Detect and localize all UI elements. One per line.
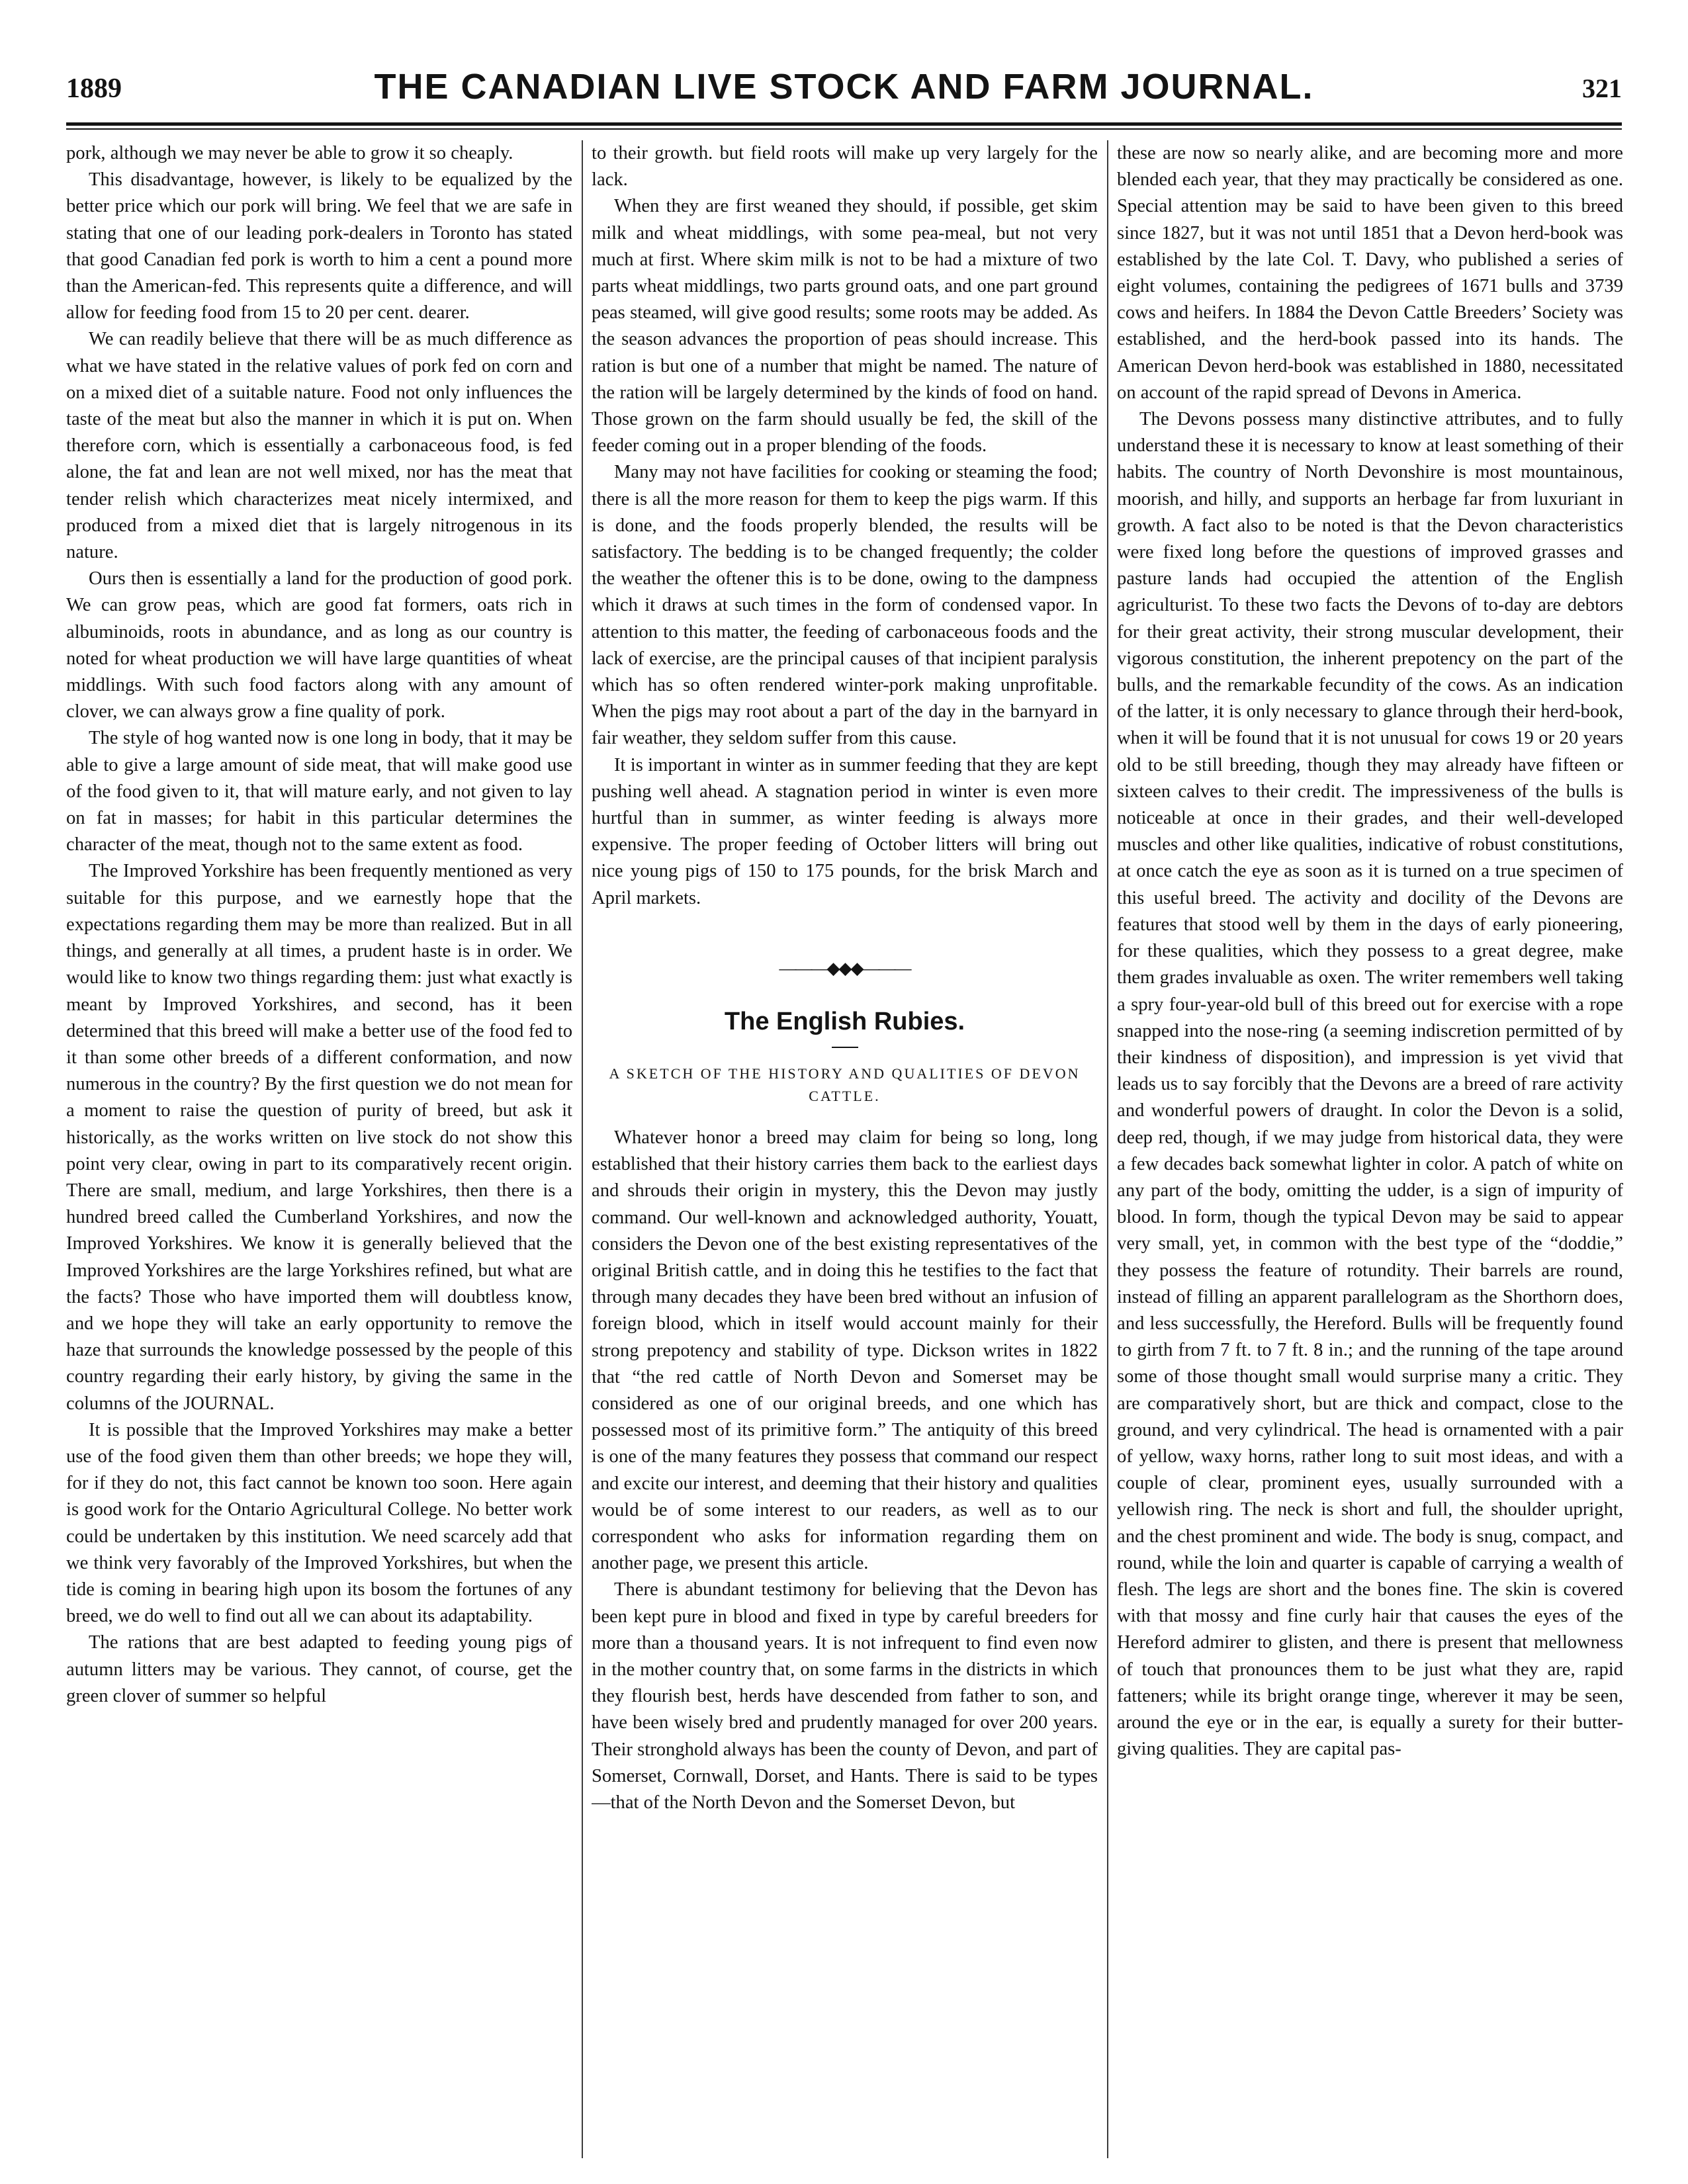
column-divider (1107, 140, 1108, 2158)
paragraph: When they are first weaned they should, if possible, get skim milk and wheat middlings, with some pea-meal, but not very much at first. Where skim milk is not to be had a mixture of two parts wheat middlings, two parts ground oats, and one part ground peas steamed, will give good results; some roots may be added. As the season advances the proportion of peas should increase. This ration is but one of a number that might be named. The nature of the ration will be largely determined by the kinds of food on hand. Those grown on the farm should usually be fed, the skill of the feeder coming out in a proper blending of the foods. (592, 196, 1098, 457)
page-header (66, 61, 1622, 120)
paragraph: The Improved Yorkshire has been frequently mentioned as very suitable for this purpose, and we earnestly hope that the expectations regarding them may be more than realized. But in all things, and generally at all times, a prudent haste is in order. We would like to know two things regarding them: just what exactly is meant by Improved Yorkshires, and second, has it been determined that this breed will make a better use of the food fed to it than some other breeds of a different conformation, and now numerous in the country? By the first question we do not mean for a moment to raise the question of purity of breed, but ask it historically, as the works written on live stock do not show this point very clear, owing in part to its comparatively recent origin. There are small, medium, and large Yorkshires, then there is a hundred breed called the Cumberland Yorkshires, and now the Improved Yorkshires. We know it is generally believed that the Improved Yorkshires are the large Yorkshires refined, but what are the facts? Those who have imported them will doubtless know, and we hope they will take an early opportunity to remove the haze that surrounds the knowledge possessed by the people of this country regarding their early history, by giving the same in the columns of the JOURNAL. (66, 861, 572, 1414)
column-divider (582, 140, 583, 2158)
journal-title: THE CANADIAN LIVE STOCK AND FARM JOURNAL. (374, 67, 1314, 107)
paragraph: Many may not have facilities for cooking or steaming the food; there is all the more reason for them to keep the pigs warm. If this is done, and the foods properly blended, the results will be satisfactory. The bedding is to be changed frequently; the colder the weather the oftener this is to be done, owing to the dampness which it draws at such times in the form of condensed vapor. In attention to this matter, the feeding of carbonaceous foods and the lack of exercise, are the principal causes of that incipient paralysis which has so often rendered winter-pork making unprofitable. When the pigs may root about a part of the day in the barnyard in fair weather, they seldom suffer from this cause. (592, 462, 1098, 749)
article-subtitle: A SKETCH OF THE HISTORY AND QUALITIES OF DEVON CATTLE. (609, 1065, 1081, 1104)
column-2 (592, 140, 1098, 2158)
header-rule-thick (66, 122, 1622, 126)
paragraph: pork, although we may never be able to grow it so cheaply. (66, 143, 513, 163)
paragraph: It is possible that the Improved Yorkshires may make a better use of the food given them than other breeds; we hope they will, for if they do not, this fact cannot be known too soon. Here again is good work for the Ontario Agricultural College. No better work could be undertaken by this institution. We need scarcely add that we think very favorably of the Improved Yorkshires, but when the tide is coming in bearing high upon its bosom the fortunes of any breed, we do well to find out all we can about its adaptability. (66, 1419, 572, 1627)
column-1 (66, 140, 572, 2158)
section-ornament: ———◆◆◆——— (779, 958, 911, 978)
header-rule-thin (66, 128, 1622, 130)
header-year: 1889 (66, 73, 122, 104)
paragraph: The rations that are best adapted to feeding young pigs of autumn litters may be various. They cannot, of course, get the green clover of summer so helpful (66, 1632, 572, 1706)
paragraph: Ours then is essentially a land for the production of good pork. We can grow peas, which are good fat formers, oats rich in albuminoids, roots in abundance, and as long as our country is noted for wheat production we will have large quantities of wheat middlings. With such food factors along with any amount of clover, we can always grow a fine quality of pork. (66, 568, 572, 722)
article-title: The English Rubies. (724, 1007, 965, 1035)
page-number: 321 (1582, 73, 1622, 103)
column-3 (1117, 140, 1623, 2158)
paragraph: to their growth. but field roots will make up very largely for the lack. (592, 143, 1098, 191)
paragraph: This disadvantage, however, is likely to be equalized by the better price which our pork will bring. We feel that we are safe in stating that one of our leading pork-dealers in Toronto has stated that good Canadian fed pork is worth to him a cent a pound more than the American-fed. This represents quite a difference, and will allow for feeding food from 15 to 20 per cent. dearer. (66, 169, 572, 324)
paragraph: these are now so nearly alike, and are becoming more and more blended each year, that they may practically be considered as one. Special attention may be said to have been given to this breed since 1827, but it was not until 1851 that a Devon herd-book was established by the late Col. T. Davy, who published a series of eight volumes, containing the pedigrees of 1671 bulls and 3739 cows and heifers. In 1884 the Devon Cattle Breeders’ Society was established, and the herd-book passed into its hands. The American Devon herd-book was established in 1880, necessitated on account of the rapid spread of Devons in America. (1117, 143, 1623, 403)
paragraph: The style of hog wanted now is one long in body, that it may be able to give a large amount of side meat, that will make good use of the food given to it, that will mature early, and not given to lay on fat in masses; for habit in this particular determines the character of the meat, though not to the same extent as food. (66, 728, 572, 855)
paragraph: We can readily believe that there will be as much difference as what we have stated in the relative values of pork fed on corn and on a mixed diet of a suitable nature. Food not only influences the taste of the meat but also the manner in which it is put on. When therefore corn, which is essentially a carbonaceous food, is fed alone, the fat and lean are not well mixed, nor has the meat that tender relish which characterizes meat nicely intermixed, and produced from a mixed diet that is largely nitrogenous in its nature. (66, 329, 572, 563)
paragraph: Whatever honor a breed may claim for being so long, long established that their history carries them back to the earliest days and shrouds their origin in mystery, this the Devon may justly command. Our well-known and acknowledged authority, Youatt, considers the Devon one of the best existing representatives of the original British cattle, and in doing this he testifies to the fact that through many decades they have been bred without an infusion of foreign blood, which in itself would account mainly for their strong prepotency and stability of type. Dickson writes in 1822 that “the red cattle of North Devon and Somerset may be considered as one of our original breeds, and one which has possessed most of its primitive form.” The antiquity of this breed is one of the many features they possess that command our respect and excite our interest, and deeming that their history and qualities would be of some interest to our readers, as well as to our correspondent who asks for information regarding them on another page, we present this article. (592, 1127, 1098, 1574)
paragraph: There is abundant testimony for believing that the Devon has been kept pure in blood and fixed in type by careful breeders for more than a thousand years. It is not infrequent to find even now in the mother country that, on some farms in the districts in which they flourish best, herds have descended from father to son, and have been wisely bred and prudently managed for over 200 years. Their stronghold always has been the county of Devon, and part of Somerset, Cornwall, Dorset, and Hants. There is said to be types—that of the North Devon and the Somerset Devon, but (592, 1579, 1098, 1813)
paragraph: It is important in winter as in summer feeding that they are kept pushing well ahead. A stagnation period in winter is even more hurtful than in summer, as winter feeding is always more expensive. The proper feeding of October litters will bring out nice young pigs of 150 to 175 pounds, for the brisk March and April markets. (592, 754, 1098, 908)
title-dash (832, 1047, 858, 1048)
paragraph: The Devons possess many distinctive attributes, and to fully understand these it is necessary to know at least something of their habits. The country of North Devonshire is most mountainous, moorish, and hilly, and supports an herbage far from luxuriant in growth. A fact also to be noted is that the Devon characteristics were fixed long before the questions of improved grasses and pasture lands had occupied the attention of the English agriculturist. To these two facts the Devons of to-day are debtors for their great activity, their strong muscular development, their vigorous constitution, the inherent prepotency on the part of the bulls, and the remarkable fecundity of the cows. As an indication of the latter, it is only necessary to glance through their herd-book, when it will be found that it is not unusual for cows 19 or 20 years old to be still breeding, though they may already have fifteen or sixteen calves to their credit. The impressiveness of the bulls is noticeable at once in their grades, and their well-developed muscles and other like qualities, indicative of robust constitutions, at once catch the eye as soon as it is turned on a true specimen of this useful breed. The activity and docility of the Devons are features that stood well by them in the days of early pioneering, for these qualities, which they possess to a great degree, make them grades invaluable as oxen. The writer remembers well taking a spry four-year-old bull of this breed out for exercise with a rope snapped into the nose-ring (a seeming indiscretion permitted of by their kindness of disposition), and impression is yet vivid that leads us to say forcibly that the Devons are a breed of rare activity and wonderful powers of draught. In color the Devon is a solid, deep red, though, if we may judge from historical data, they were a few decades back somewhat lighter in color. A patch of white on any part of the body, omitting the udder, is a sign of impurity of blood. In form, though the typical Devon may be said to appear very small, yet, in common with the best type of the “doddie,” they possess the feature of rotundity. Their barrels are round, instead of filling an apparent parallelogram as the Shorthorn does, and less successfully, the Hereford. Bulls will be frequently found to girth from 7 ft. to 7 ft. 8 in.; and the running of the tape around some of those thought small would surprise many a critic. They are comparatively short, but are thick and compact, close to the ground, and very cylindrical. The head is ornamented with a pair of yellow, waxy horns, rather long to suit most ideas, and with a couple of clear, prominent eyes, usually surrounded with a yellowish ring. The neck is short and full, the shoulder upright, and the chest prominent and wide. The body is snug, compact, and round, while the loin and quarter is capable of carrying a wealth of flesh. The legs are short and the bones fine. The skin is covered with that mossy and fine curly hair that causes the eyes of the Hereford admirer to glisten, and there is present that mellowness of touch that pronounces them to be just what they are, rapid fatteners; while its bright orange tinge, wherever it may be seen, around the eye or in the ear, is equally a surety for their butter-giving qualities. They are capital pas- (1117, 409, 1623, 1760)
